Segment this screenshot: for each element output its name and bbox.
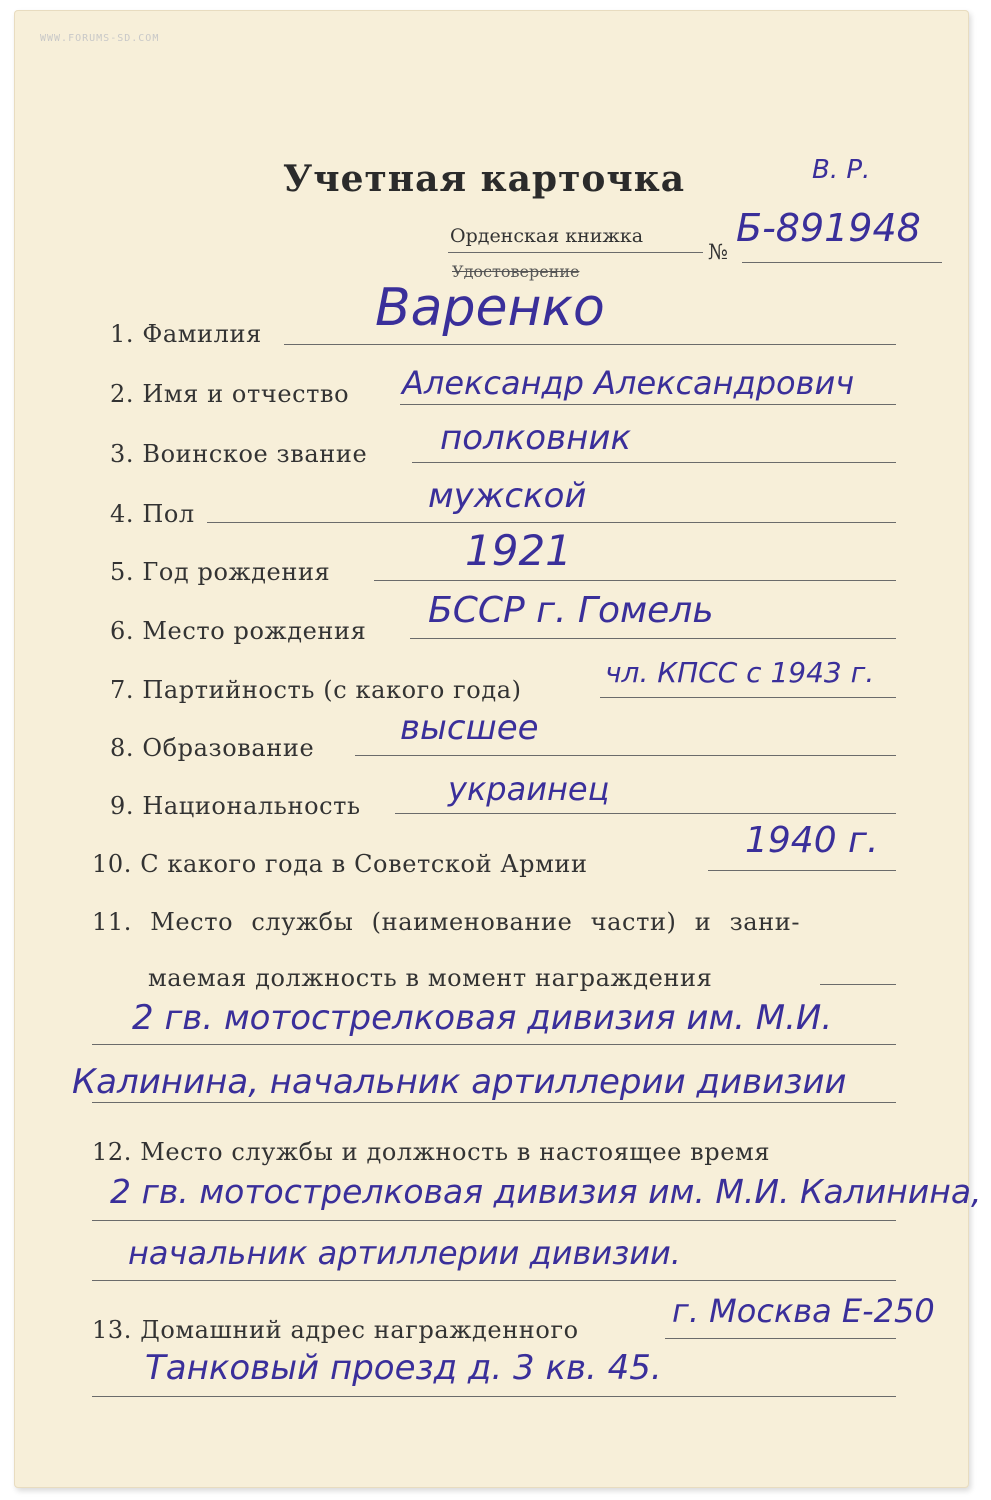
field-2-label: 2. Имя и отчество (110, 380, 350, 408)
field-11-value: 2 гв. мотострелковая дивизия им. М.И. (132, 998, 833, 1038)
field-10-label: 10. С какого года в Советской Армии (92, 850, 588, 878)
field-5-line (374, 580, 896, 581)
field-11-line-c (92, 1102, 896, 1103)
number-label: № (708, 240, 728, 264)
watermark: WWW.FORUMS-SD.COM (40, 33, 160, 44)
field-11-line-b (92, 1044, 896, 1045)
field-3-value: полковник (440, 418, 632, 458)
field-4-label: 4. Пол (110, 500, 195, 528)
field-6-value: БССР г. Гомель (428, 590, 714, 631)
field-13-label: 13. Домашний адрес награжденного (92, 1316, 579, 1344)
doc-type-certificate: Удостоверение (452, 262, 580, 281)
field-5-value: 1921 (465, 526, 572, 575)
field-13-line-a (665, 1338, 896, 1339)
field-10-line (708, 870, 896, 871)
field-9-label: 9. Национальность (110, 792, 361, 820)
field-4-line (207, 522, 896, 523)
field-6-line (410, 638, 896, 639)
field-7-value: чл. КПСС с 1943 г. (605, 656, 875, 689)
field-13-value: г. Москва Е-250 (672, 1292, 935, 1330)
number-underline (742, 262, 942, 263)
field-7-line (600, 697, 896, 698)
field-2-value: Александр Александрович (402, 364, 855, 402)
field-11-label: 11. Место службы (наименование части) и зани- (92, 908, 801, 936)
field-12-line-b (92, 1280, 896, 1281)
field-12-label: 12. Место службы и должность в настоящее время (92, 1138, 771, 1166)
field-6-label: 6. Место рождения (110, 617, 367, 645)
card-title: Учетная карточка (283, 158, 686, 200)
field-5-label: 5. Год рождения (110, 558, 331, 586)
field-9-value: украинец (448, 770, 610, 808)
field-7-label: 7. Партийность (с какого года) (110, 676, 522, 704)
field-10-value: 1940 г. (745, 820, 879, 861)
field-13-line-b (92, 1396, 896, 1397)
field-9-line (395, 813, 896, 814)
field-11-label-cont: маемая должность в момент награждения (148, 964, 713, 992)
field-1-label: 1. Фамилия (110, 320, 262, 348)
corner-note: В. Р. (812, 155, 871, 185)
field-1-value: Варенко (375, 278, 605, 338)
field-12-value-cont: начальник артиллерии дивизии. (128, 1234, 681, 1272)
field-11-line-a (820, 984, 896, 985)
field-1-line (284, 344, 896, 345)
field-12-value: 2 гв. мотострелковая дивизия им. М.И. Калинина, (110, 1172, 982, 1211)
field-2-line (400, 404, 896, 405)
doc-type-order-book: Орденская книжка (450, 225, 644, 247)
field-8-value: высшее (400, 708, 539, 748)
field-8-label: 8. Образование (110, 734, 315, 762)
field-13-value-cont: Танковый проезд д. 3 кв. 45. (145, 1348, 662, 1388)
doc-type-underline (448, 252, 703, 253)
field-12-line-a (92, 1220, 896, 1221)
field-11-value-cont: Калинина, начальник артиллерии дивизии (72, 1062, 847, 1102)
number-value: Б-891948 (736, 206, 921, 250)
field-4-value: мужской (428, 476, 587, 516)
field-3-line (412, 462, 896, 463)
field-8-line (355, 755, 896, 756)
field-3-label: 3. Воинское звание (110, 440, 368, 468)
